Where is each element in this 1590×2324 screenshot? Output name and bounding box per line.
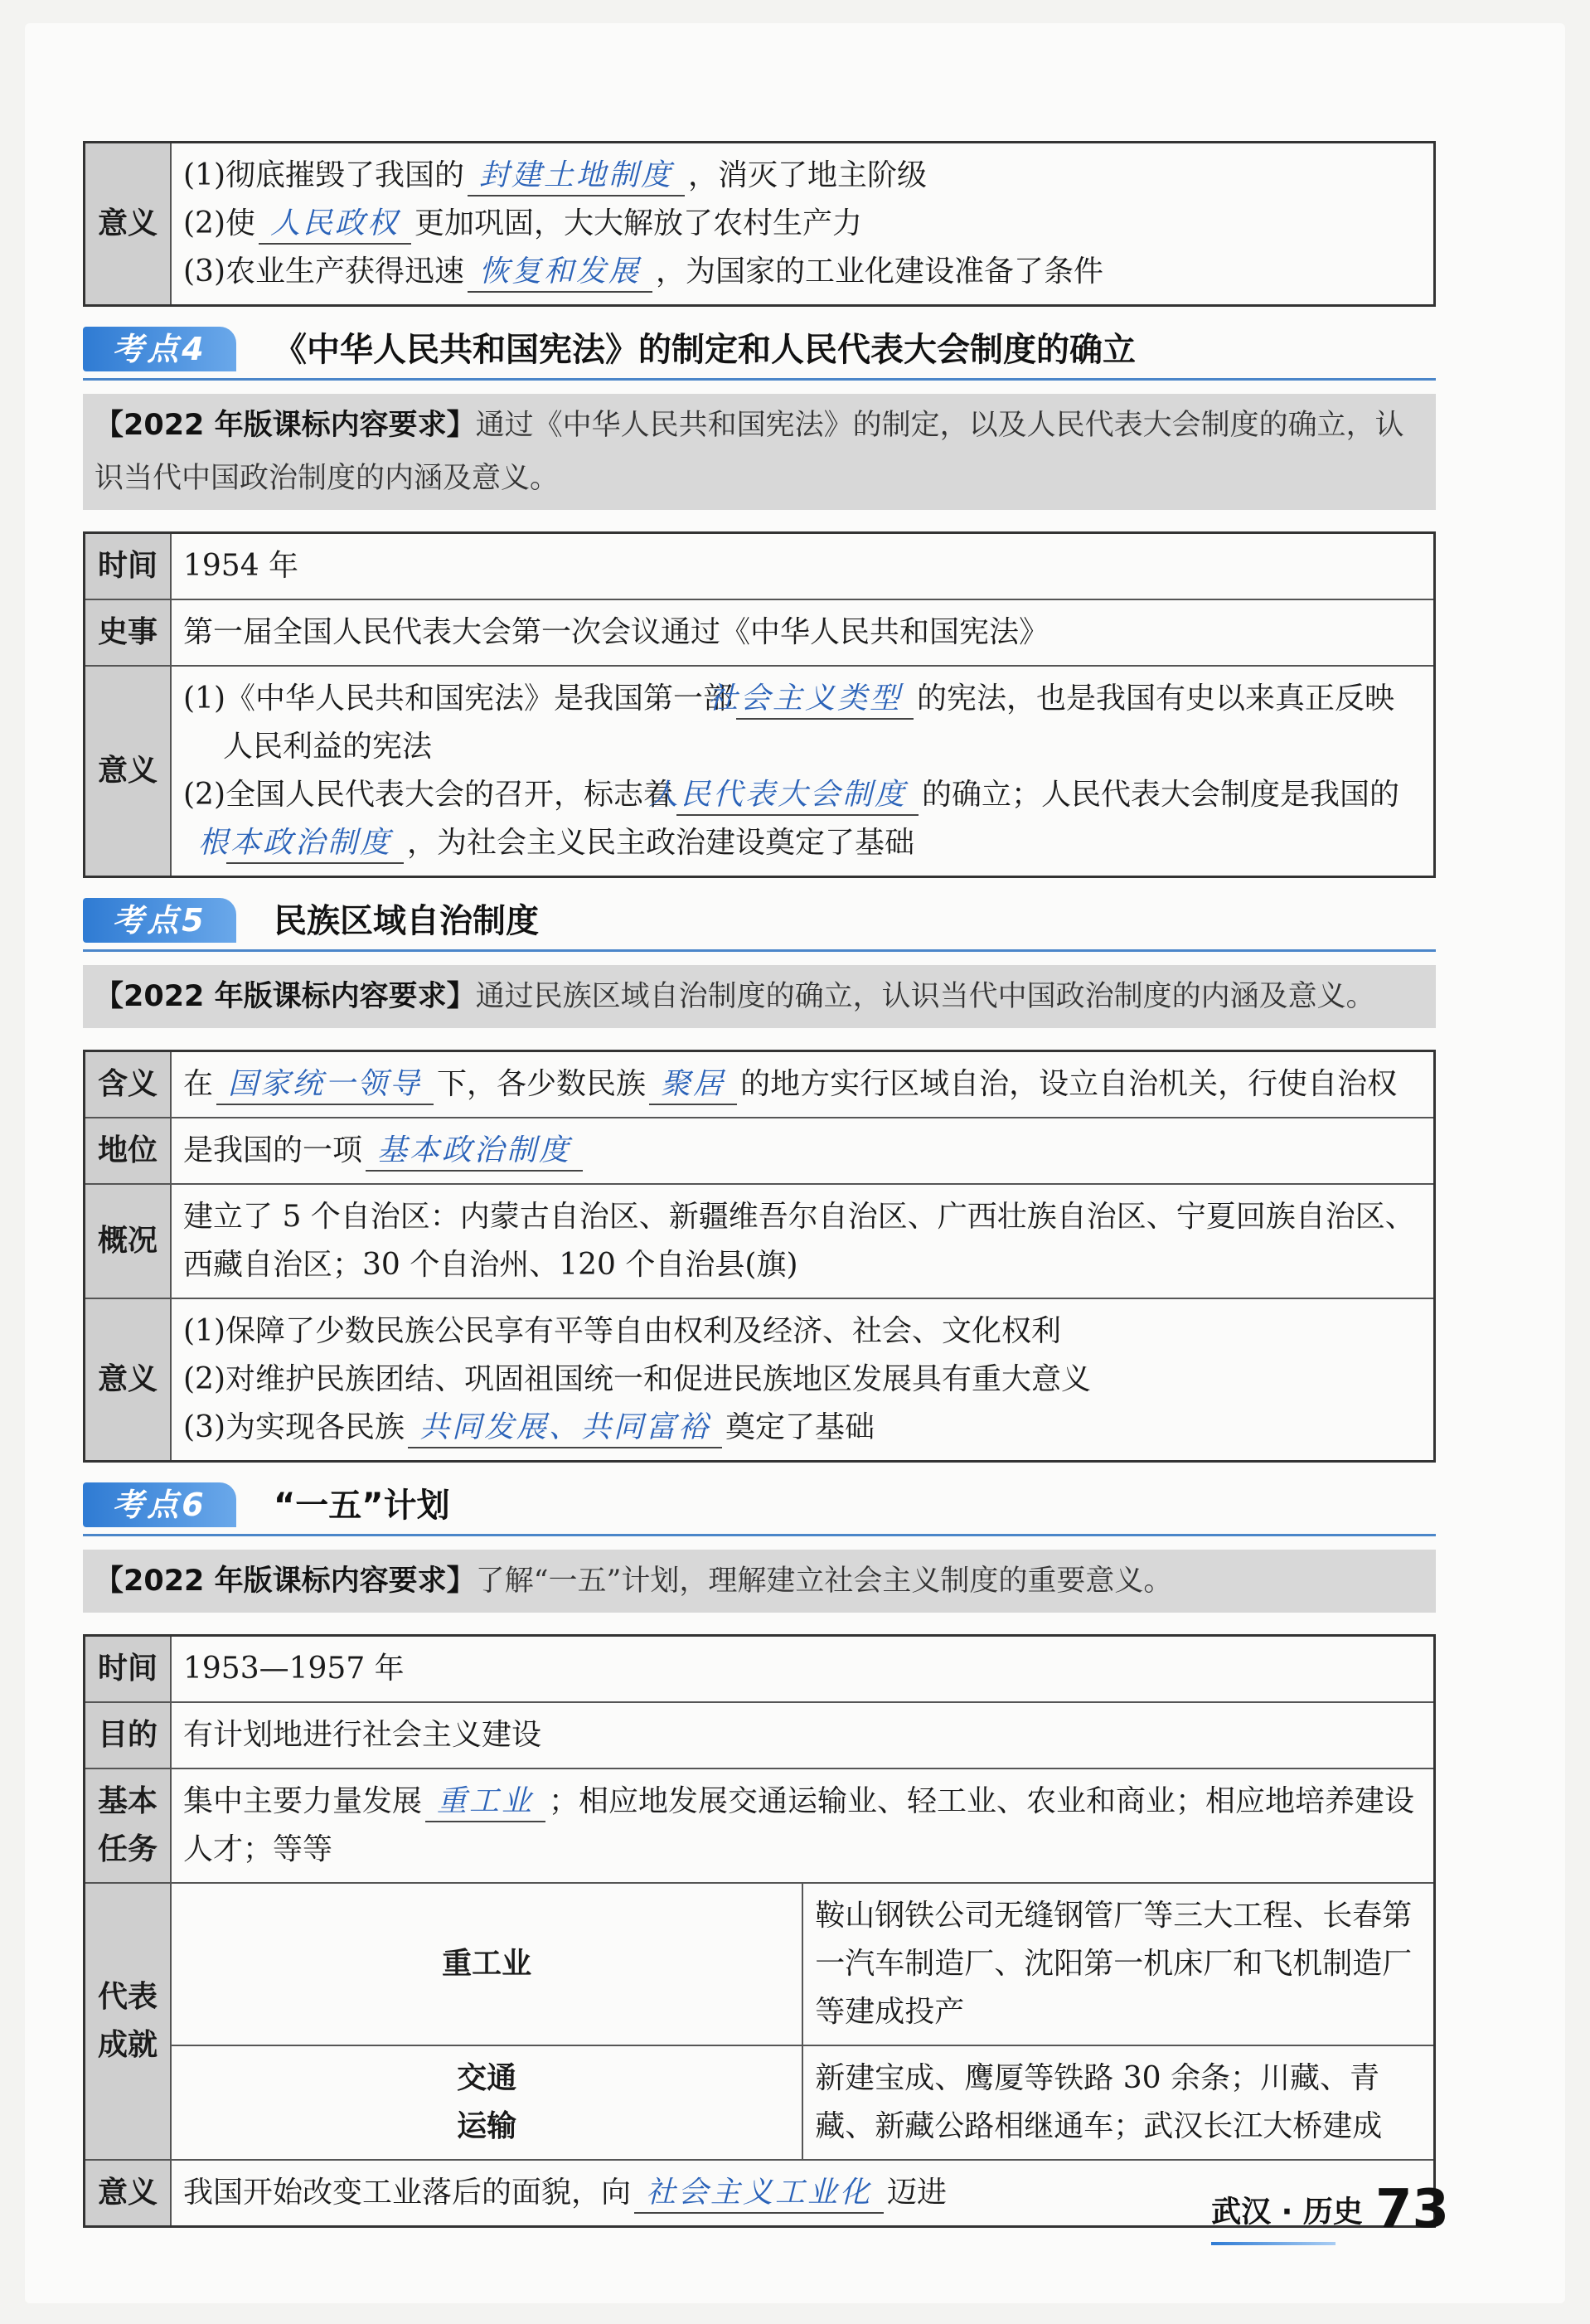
answer-blank: 重工业	[425, 1783, 545, 1822]
requirement-text: 了解“一五”计划，理解建立社会主义制度的重要意义。	[475, 1565, 1173, 1598]
answer-blank: 根本政治制度	[226, 824, 404, 864]
section-tag: 考点6	[83, 1482, 236, 1527]
significance-cell	[171, 666, 1435, 877]
requirement-label: 【2022 年版课标内容要求】	[95, 1565, 476, 1598]
text: (1)《中华人民共和国宪法》是我国第一部	[183, 682, 733, 716]
time-cell: 1953—1957 年	[171, 1636, 1435, 1703]
label-part: 成就	[97, 2028, 158, 2062]
time-cell: 1954 年	[171, 533, 1435, 600]
significance-table-top	[83, 141, 1436, 307]
text: ，为国家的工业化建设准备了条件	[656, 255, 1104, 289]
answer-blank: 人民代表大会制度	[676, 776, 919, 816]
text-line: (2)对维护民族团结、巩固祖国统一和促进民族地区发展具有重大意义	[183, 1362, 1091, 1396]
text-line	[183, 248, 1422, 296]
transport-cell: 新建宝成、鹰厦等铁路 30 余条；川藏、青藏、新藏公路相继通车；武汉长江大桥建成	[802, 2045, 1434, 2160]
answer-blank: 基本政治制度	[366, 1132, 583, 1172]
text: (2)使	[183, 206, 255, 240]
text: 的宪法，也是我国有史以来真正反映人民利益的宪法	[223, 682, 1395, 764]
requirement-label: 【2022 年版课标内容要求】	[95, 980, 476, 1013]
row-label: 概况	[85, 1184, 172, 1298]
five-year-plan-table	[83, 1634, 1436, 2228]
text: 在	[183, 1067, 214, 1101]
text: 集中主要力量发展	[183, 1784, 423, 1818]
task-cell	[171, 1768, 1435, 1883]
footer-underline	[1211, 2242, 1336, 2245]
answer-blank: 封建土地制度	[468, 157, 685, 196]
curriculum-requirement	[83, 965, 1436, 1028]
page-number: 73	[1374, 2179, 1449, 2240]
row-label: 意义	[85, 1298, 172, 1462]
text: 奠定了基础	[725, 1410, 875, 1444]
text: 我国开始改变工业落后的面貌，向	[183, 2176, 632, 2210]
row-label: 意义	[85, 143, 172, 306]
row-label: 地位	[85, 1118, 172, 1184]
text: ；相应地发展交通运输业、轻工业、农业和商业；相应地培养建设人才；等等	[183, 1784, 1415, 1866]
overview-cell: 建立了 5 个自治区：内蒙古自治区、新疆维吾尔自治区、广西壮族自治区、宁夏回族自治区、西藏自治区；30 个自治州、120 个自治县(旗)	[171, 1184, 1435, 1298]
meaning-cell	[171, 1051, 1435, 1118]
text-line	[183, 771, 1422, 867]
answer-blank: 聚居	[649, 1065, 737, 1105]
content	[83, 141, 1436, 2228]
text: 是我国的一项	[183, 1133, 363, 1167]
answer-blank: 社会主义工业化	[634, 2174, 884, 2214]
row-label: 意义	[85, 2160, 172, 2227]
row-label: 时间	[85, 1636, 172, 1703]
requirement-text: 通过《中华人民共和国宪法》的制定，以及人民代表大会制度的确立，认识当代中国政治制度的内涵及意义。	[95, 409, 1404, 495]
label-part: 基本	[97, 1784, 158, 1818]
text: 下，各少数民族	[437, 1067, 647, 1101]
section-title: 民族区域自治制度	[274, 902, 539, 940]
row-label	[85, 1883, 172, 2160]
requirement-text: 通过民族区域自治制度的确立，认识当代中国政治制度的内涵及意义。	[475, 980, 1375, 1013]
significance-cell	[171, 143, 1435, 306]
row-label: 意义	[85, 666, 172, 877]
section-title: “一五”计划	[274, 1487, 450, 1525]
text-line	[183, 200, 1422, 248]
requirement-label: 【2022 年版课标内容要求】	[95, 409, 476, 442]
text-line	[183, 152, 1422, 200]
footer-label: 武汉 · 历史	[1211, 2195, 1363, 2229]
text: ，为社会主义民主政治建设奠定了基础	[407, 826, 915, 860]
label-part: 交通	[457, 2061, 517, 2095]
text: (1)彻底摧毁了我国的	[183, 158, 464, 192]
sub-label: 重工业	[171, 1883, 802, 2045]
text: ，消灭了地主阶级	[688, 158, 928, 192]
text: 更加巩固，大大解放了农村生产力	[414, 206, 863, 240]
row-label	[85, 1768, 172, 1883]
text: (2)全国人民代表大会的召开，标志着	[183, 778, 673, 812]
answer-blank: 人民政权	[259, 205, 411, 245]
text-line: (1)保障了少数民族公民享有平等自由权利及经济、社会、文化权利	[183, 1314, 1061, 1348]
section-header	[83, 325, 1436, 381]
answer-blank: 恢复和发展	[468, 253, 652, 293]
autonomy-table	[83, 1050, 1436, 1463]
text: 的确立；人民代表大会制度是我国的	[922, 778, 1400, 812]
goal-cell: 有计划地进行社会主义建设	[171, 1702, 1435, 1768]
text: (3)农业生产获得迅速	[183, 255, 464, 289]
section-title: 《中华人民共和国宪法》的制定和人民代表大会制度的确立	[274, 331, 1136, 369]
heavy-industry-cell: 鞍山钢铁公司无缝钢管厂等三大工程、长春第一汽车制造厂、沈阳第一机床厂和飞机制造厂等建成投产	[802, 1883, 1434, 2045]
text: (3)为实现各民族	[183, 1410, 405, 1444]
row-label: 史事	[85, 599, 172, 666]
text-line	[183, 1404, 1422, 1452]
text: 迈进	[887, 2176, 948, 2210]
event-cell: 第一届全国人民代表大会第一次会议通过《中华人民共和国宪法》	[171, 599, 1435, 666]
label-part: 运输	[457, 2109, 517, 2143]
curriculum-requirement	[83, 394, 1436, 510]
section-header	[83, 896, 1436, 952]
row-label: 时间	[85, 533, 172, 600]
section-tag: 考点4	[83, 327, 236, 371]
section-tag: 考点5	[83, 898, 236, 943]
constitution-table	[83, 531, 1436, 878]
status-cell	[171, 1118, 1435, 1184]
sub-label	[171, 2045, 802, 2160]
text: 的地方实行区域自治，设立自治机关，行使自治权	[740, 1067, 1398, 1101]
row-label: 含义	[85, 1051, 172, 1118]
text-line	[183, 675, 1422, 771]
answer-blank: 社会主义类型	[736, 680, 914, 720]
label-part: 代表	[97, 1980, 158, 2014]
answer-blank: 共同发展、共同富裕	[408, 1409, 722, 1448]
curriculum-requirement	[83, 1550, 1436, 1613]
section-header	[83, 1481, 1436, 1536]
label-part: 任务	[97, 1832, 158, 1866]
page-footer	[1211, 2179, 1449, 2240]
answer-blank: 国家统一领导	[216, 1065, 434, 1105]
row-label: 目的	[85, 1702, 172, 1768]
significance-cell	[171, 1298, 1435, 1462]
